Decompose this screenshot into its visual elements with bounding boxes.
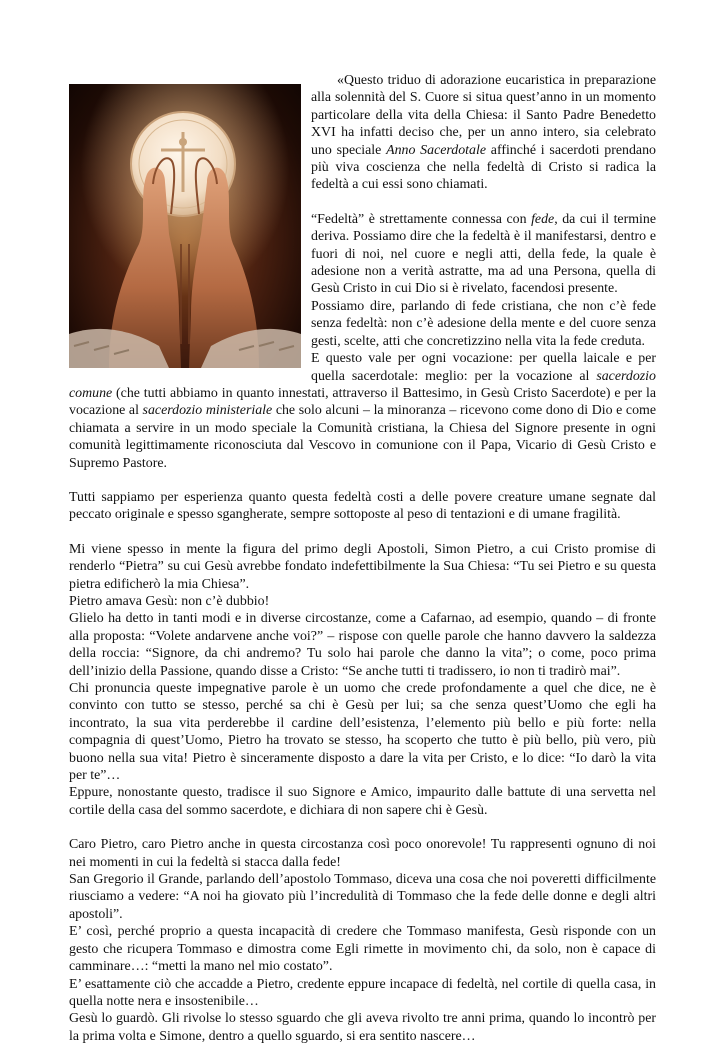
paragraph-5: Tutti sappiamo per esperienza quanto questa fedeltà costi a delle povere creature umane segnate dal peccato originale e spesso sgangherate, sempre sottoposte al peso di tentazioni e di umane fragilità.	[69, 489, 656, 523]
paragraph-10: Eppure, nonostante questo, tradisce il suo Signore e Amico, impaurito dalle battute di una servetta nel cortile della casa del sommo sacerdote, e dichiara di non sapere chi è Gesù.	[69, 785, 656, 818]
spacer	[69, 819, 656, 836]
paragraph-1: «Questo triduo di adorazione eucaristica in preparazione alla solennità del S. Cuore si situa quest’anno in un momento particolare della vita della Chiesa: il Santo Padre Benedetto XVI ha infatti deciso che, per un anno intero, sia celebrato uno speciale Anno Sacerdotale affinché i sacerdoti prendano più viva coscienza che nella fedeltà di Cristo si radica la fedeltà a cui essi sono chiamati.	[311, 73, 656, 193]
spacer	[69, 524, 656, 541]
document-page	[69, 72, 656, 1045]
paragraph-9: Chi pronuncia queste impegnative parole è un uomo che crede profondamente a quel che dice, ne è convinto con tutto se stesso, perché sa chi è Gesù per lui; sa che senza quest’Uomo che egli ha incontrato, la sua vita perderebbe il cardine dell’esistenza, l’elemento più bello e più forte: nella compagnia di quest’Uomo, Pietro ha trovato se stesso, ha scoperto che tutto è più bello, più vero, più buono nella sua vita! Pietro è sinceramente disposto a dare la vita per Cristo, e lo dice: “Io darò la vita per te”…	[69, 681, 656, 784]
paragraph-14: E’ esattamente ciò che accadde a Pietro, credente eppure incapace di fedeltà, nel cortile di quella casa, in quella notte nera e insostenibile…	[69, 976, 656, 1009]
paragraph-12: San Gregorio il Grande, parlando dell’apostolo Tommaso, diceva una cosa che noi poveretti difficilmente riusciamo a vedere: “A noi ha giovato più l’incredulità di Tommaso che la fede delle donne e degli altri apostoli”.	[69, 872, 656, 922]
paragraph-13: E’ così, perché proprio a questa incapacità di credere che Tommaso manifesta, Gesù risponde con un gesto che ricupera Tommaso e dimostra come Egli rimette in movimento chi, da solo, non è capace di camminare…: “metti la mano nel mio costato”.	[69, 924, 656, 975]
paragraph-3: Possiamo dire, parlando di fede cristiana, che non c’è fede senza fedeltà: non c’è adesione della mente e del cuore senza gesti, scelte, atti che concretizzino nella vita la fede creduta.	[311, 298, 656, 349]
paragraph-6: Mi viene spesso in mente la figura del primo degli Apostoli, Simon Pietro, a cui Cristo promise di renderlo “Pietra” su cui Gesù avrebbe fondato indefettibilmente la Sua Chiesa: “Tu sei Pietro e su questa pietra edificherò la mia Chiesa”.	[69, 541, 656, 592]
paragraph-2: “Fedeltà” è strettamente connessa con fede, da cui il termine deriva. Possiamo dire che la fedeltà è il manifestarsi, dentro e fuori di noi, nel cuore e negli atti, della fede, la quale è adesione non a verità astratte, ma ad una Persona, quella di Gesù Cristo in cui Dio si è rivelato, facendosi presente.	[311, 211, 657, 297]
paragraph-4: E questo vale per ogni vocazione: per quella laicale e per quella sacerdotale: meglio: per la vocazione al sacerdozio comune (che tutti abbiamo in quanto innestati, attraverso il Battesimo, in Gesù Cristo Sacerdote) e per la vocazione al sacerdozio ministeriale che solo alcuni – la minoranza – ricevono come dono di Dio e come chiamata a servire in un modo speciale la Comunità cristiana, la Chiesa del Signore presente in ogni comunità legittimamente riconosciuta dal Vescovo in comunione con il Papa, Vicario di Gesù Cristo e Supremo Pastore.	[69, 351, 656, 471]
paragraph-15: Gesù lo guardò. Gli rivolse lo stesso sguardo che gli aveva rivolto tre anni prima, quando lo incontrò per la prima volta e Simone, dentro a quello sguardo, si era sentito nascere…	[69, 1011, 656, 1044]
hands-holding-host-icon	[69, 84, 301, 368]
paragraph-7: Pietro amava Gesù: non c’è dubbio!	[69, 593, 270, 609]
paragraph-8: Glielo ha detto in tanti modi e in diverse circostanze, come a Cafarnao, ad esempio, quando – di fronte alla proposta: “Volete andarvene anche voi?” – rispose con quelle parole che hanno davvero la saldezza della roccia: “Signore, da chi andremo? Tu solo hai parole che danno la vita”; o come, poco prima dell’inizio della Passione, quando disse a Cristo: “Se anche tutti ti tradissero, io non ti tradirò mai”.	[69, 611, 656, 679]
paragraph-11: Caro Pietro, caro Pietro anche in questa circostanza così poco onorevole! Tu rappresenti ognuno di noi nei momenti in cui la fedeltà si stacca dalla fede!	[69, 837, 656, 870]
hands-holding-host-image	[69, 84, 301, 368]
spacer	[69, 472, 656, 489]
